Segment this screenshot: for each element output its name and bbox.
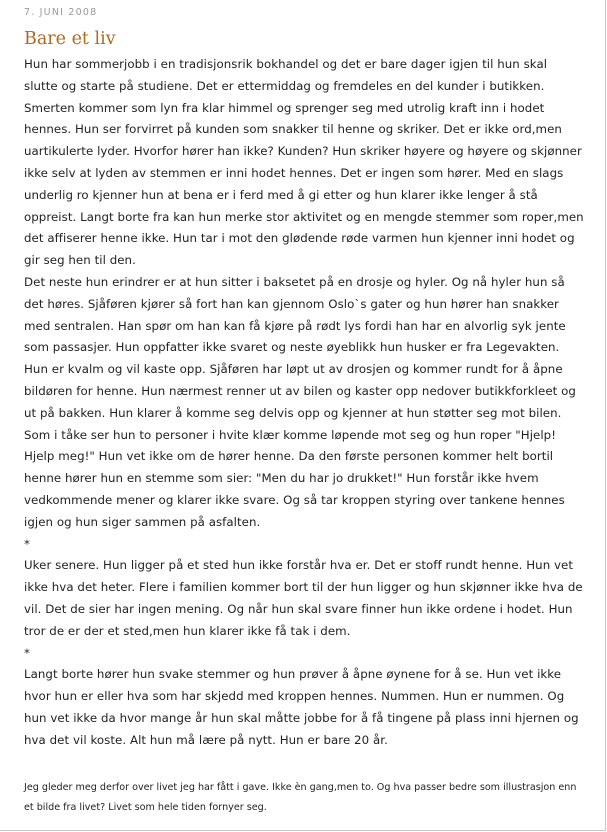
paragraph: Uker senere. Hun ligger på et sted hun ikke forstår hva er. Det er stoff rundt henne. Hun vet ikke hva det heter. Flere i familien kommer bort til der hun ligger og hun skjønner ikke hva de vil. Det de sier har ingen mening. Og når hun skal svare finner hun ikke ordene i hodet. Hun tror de er der et sted,men hun klarer ikke få tak i dem. [24, 558, 583, 638]
section-separator: * [24, 536, 30, 551]
post-date: 7. JUNI 2008 [24, 7, 98, 18]
post-closing [24, 778, 584, 818]
section-separator: * [24, 645, 30, 660]
paragraph: Det neste hun erindrer er at hun sitter i baksetet på en drosje og hyler. Og nå hyler hun så det høres. Sjåføren kjører så fort han kan gjennom Oslo`s gater og hun hører han snakker med sentralen. Han spør om han kan få kjøre på rødt lys fordi han har en alvorlig syk jente som passasjer. Hun oppfatter ikke svaret og neste øyeblikk hun husker er fra Legevakten. Hun er kvalm og vil kaste opp. Sjåføren har løpt ut av drosjen og kommer rundt for å åpne bildøren for henne. Hun nærmest renner ut av bilen og kaster opp nedover butikkforkleet og ut på bakken. Hun klarer å komme seg delvis opp og kjenner at hun støtter seg mot bilen. Som i tåke ser hun to personer i hvite klær komme løpende mot seg og hun roper "Hjelp! Hjelp meg!" Hun vet ikke om de hører henne. Da den første personen kommer helt bortil henne hører hun en stemme som sier: "Men du har jo drukket!" Hun forstår ikke hvem vedkommende mener og klarer ikke svare. Og så tar kroppen styring over tankene hennes igjen og hun siger sammen på asfalten. [24, 274, 576, 529]
paragraph: Langt borte hører hun svake stemmer og hun prøver å åpne øynene for å se. Hun vet ikke hvor hun er eller hva som har skjedd med kroppen hennes. Nummen. Hun er nummen. Og hun vet ikke da hvor mange år hun skal måtte jobbe for å få tingene på plass inni hjernen og hva det vil koste. Alt hun må lære på nytt. Hun er bare 20 år. [24, 667, 579, 747]
closing-paragraph: Jeg gleder meg derfor over livet jeg har fått i gave. Ikke èn gang,men to. Og hva passer bedre som illustrasjon enn et bilde fra livet? Livet som hele tiden fornyer seg. [24, 782, 577, 813]
post-title: Bare et liv [24, 29, 116, 49]
paragraph: Hun har sommerjobb i en tradisjonsrik bokhandel og det er bare dager igjen til hun skal slutte og starte på studiene. Det er ettermiddag og fremdeles en del kunder i butikken. Smerten kommer som lyn fra klar himmel og sprenger seg med utrolig kraft inn i hodet hennes. Hun ser forvirret på kunden som snakker til henne og skriker. Det er ikke ord,men uartikulerte lyder. Hvorfor hører han ikke? Kunden? Hun skriker høyere og høyere og skjønner ikke selv at lyden av stemmen er inni hodet hennes. Det er ingen som hører. Med en slags underlig ro kjenner hun at bena er i ferd med å gi etter og hun klarer ikke lenger å stå oppreist. Langt borte fra kan hun merke stor aktivitet og en mengde stemmer som roper,men det affiserer henne ikke. Hun tar i mot den glødende røde varmen hun kjenner inni hodet og gir seg hen til den. [24, 57, 584, 268]
post-body [24, 54, 584, 752]
